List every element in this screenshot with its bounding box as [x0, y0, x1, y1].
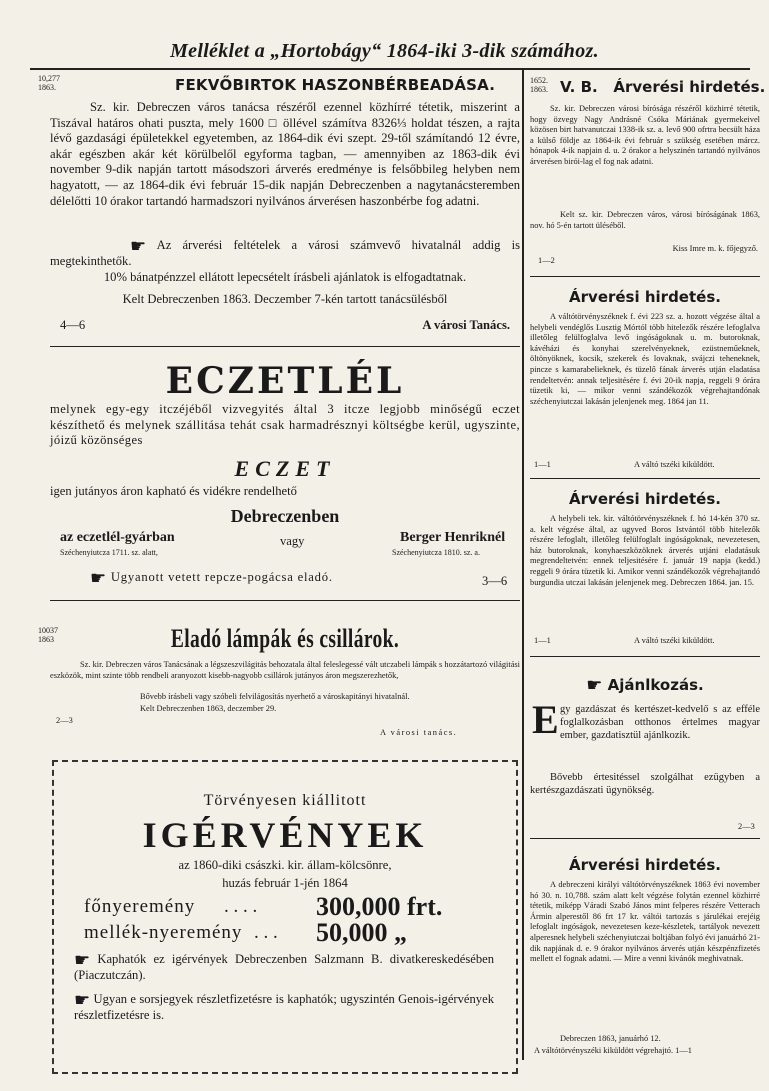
page-header-title: Melléklet a „Hortobágy“ 1864-iki 3-dik számához. — [170, 40, 599, 62]
pointing-hand-icon: ☛ — [586, 674, 603, 696]
ad2-left-addr: Széchenyiutcza 1711. sz. alatt, — [60, 548, 158, 557]
ad4-title: IGÉRVÉNYEK — [142, 815, 428, 855]
column-divider — [522, 70, 524, 1060]
ad4-line2: az 1860-diki császki. kir. állam-kölcsönre, — [178, 858, 392, 872]
ad1-ref: 10,277 1863. — [38, 74, 60, 92]
ad2-right-addr: Széchenyiutcza 1810. sz. a. — [392, 548, 480, 557]
pointing-hand-icon: ☛ — [74, 990, 91, 1011]
r2-title: Árverési hirdetés. — [569, 288, 721, 306]
r5-dated: Debreczen 1863, januárhó 12. — [560, 1034, 661, 1043]
ad2-subtitle: ECZET — [234, 456, 336, 481]
ad1-signature: A városi Tanács. — [422, 318, 510, 332]
ad3-num: 2—3 — [56, 716, 73, 725]
ad4-frame — [52, 760, 518, 1074]
ad4-body-row — [74, 952, 494, 983]
r1-signature: Kiss Imre m. k. főjegyző. — [672, 244, 758, 253]
r4-title-row — [530, 676, 760, 694]
ad2-left-shop: az eczetlél-gyárban — [60, 530, 175, 545]
ad3-body: Sz. kir. Debreczen város Tanácsának a légszeszvilágitás behozatala által feleslegessé vált utczabeli lámpák s hozzátartozó világitási eszközök, mint szinte több rendbeli aranyozott kisebb-nagyobb csillárok jutányos áron megszerezhetők, — [50, 660, 520, 680]
ad4-dots1: . . . . — [224, 896, 258, 917]
ad2-num: 3—6 — [482, 574, 508, 588]
ad1-note2: 10% bánatpénzzel ellátott lepecsételt írásbeli ajánlatok is elfogadtatnak. — [103, 270, 467, 284]
r2-rule — [530, 478, 760, 479]
ad2-footer: Ugyanott vetett repcze-pogácsa eladó. — [110, 570, 333, 584]
ad4-prize2-value: 50,000 „ — [316, 918, 407, 947]
r1-num: 1—2 — [538, 256, 555, 265]
ad1-rule — [50, 346, 520, 347]
ad3-more: Bővebb írásbeli vagy szóbeli felvilágosítás nyerhető a városkapitányi hivatalnál. — [140, 692, 410, 701]
r3-body: A helybeli tek. kir. váltótörvényszéknek f. hó 14-kén 370 sz. a. kelt végzése által, az ugyved Boros Istvántól több hitelezők részére lefoglalt, illetőleg felülfoglalt ingóságoknak, nevezetesen, ház butoroknak, konyhaeszközöknek árverés utjáni eladatásuk megrendeltetvén: ennek teljesitésére f. január 19 napja (kedd.) reggeli 9 órára tüzetik ki. Amikor venni szándékozók végrehajtandó burgundia utczai lakásán jelenjenek meg. Debreczen 1864. jan. 15. — [530, 514, 760, 587]
r1-title: V. B. Árverési hirdetés. — [560, 78, 766, 96]
r4-title: Ajánlkozás. — [607, 676, 704, 694]
ad4-body2: Ugyan e sorsjegyek részletfizetésre is kaphatók; ugyszintén Genois-igérvények részletfizetésre is. — [74, 992, 494, 1022]
ad3-title: Eladó lámpák és csillárok. — [170, 624, 400, 653]
r4-body: gy gazdászat és kertészet-kedvelő s az efféle foglalkozásban otthonos értelmes magyar ember, gazdatisztül ajánlkozik. — [560, 704, 760, 741]
ad2-rule — [50, 600, 520, 601]
ad1-body: Sz. kir. Debreczen város tanácsa részéről ezennel közhírré tétetik, miszerint a Tiszával határos ohati puszta, mely 1600 □ öllével számítva 8326⅓ holdat tészen, a rajta lévő gazdasági épületekkel egyetemben, az 1864-dik évi szept. 29-től számítandó 12 évre, akár egészben akár két körülbelől egyforma tagban, — amennyiben az 1863-dik évi november 9-dik napján tartott másodszori árverés eredménye is felsőbbileg helyben nem hagyatott, — az 1864-dik évi február 15-dik napján Debreczenben a nagytanácsteremben délelőtti 10 órakor tartandó harmadszori nyilvános árverésen haszonbérbe fog adatni. — [50, 100, 520, 208]
ad1-num: 4—6 — [60, 318, 86, 332]
r5-title: Árverési hirdetés. — [569, 856, 721, 874]
ad4-body2-row — [74, 992, 494, 1023]
ad1-title: FEKVŐBIRTOK HASZONBÉRBEADÁSA. — [175, 76, 496, 94]
r1-ref: 1652. 1863. — [530, 76, 548, 94]
r2-signature: A váltó tszéki kiküldött. — [634, 460, 715, 469]
ad3-dated: Kelt Debreczenben 1863, deczember 29. — [140, 704, 277, 713]
ad4-prize1-value: 300,000 frt. — [316, 892, 443, 921]
pointing-hand-icon: ☛ — [74, 950, 91, 971]
r4-num: 2—3 — [738, 822, 755, 831]
r4-more: Bővebb értesitéssel szolgálhat ezügyben a kertészgazdászati ügynökség. — [530, 772, 760, 796]
r4-dropcap: E — [532, 697, 559, 742]
ad1-note: Az árverési feltételek a városi számvevő hivatalnál addig is megtekinthetők. — [50, 238, 520, 268]
ad4-dots2: . . . — [254, 922, 278, 943]
r1-dated: Kelt sz. kir. Debreczen város, városi bíróságának 1863, nov. hó 5-én tartott üléséből. — [530, 210, 760, 230]
r3-signature: A váltó tszéki kiküldött. — [634, 636, 715, 645]
ad2-title: ECZETLÉL — [165, 360, 405, 402]
header-rule — [30, 68, 750, 70]
ad4-line1: Törvényesen kiállitott — [203, 792, 367, 809]
ad2-right-shop: Berger Henriknél — [400, 530, 506, 545]
ad1-note-row — [50, 238, 520, 269]
r5-body: A debreczeni királyi váltótörvényszéknek 1863 évi november hó 30. n. 10,788. szám alatt kelt végzése folytán ezennel közhirré tétetik, miképp Váradi Szabó János mint felperes részére Vetterach Ármin alperestől 86 frt 17 kr. váltói tartozás s járulékai erejéig lefoglalt ingóságok, nevezetesen keze-készletek, tartályok nevezett alperesnek helybeli széchenyiutczai boltjában folyó évi januárhó 21-dik napjának d. e. 9 órakor nyilvános árverés utján készpénzfizetés mellett el fognak adatni. — Mire a venni kivánók meghivatnak. — [530, 880, 760, 964]
r1-rule — [530, 276, 760, 277]
r3-rule — [530, 656, 760, 657]
ad2-body: melynek egy-egy itczéjéből vizvegyités által 3 itcze legjobb minőségű eczet készíthető és melynek szállitása tehát csak harmadrésznyi költségbe kerül, ugyszinte, jóizű közönséges — [50, 402, 520, 448]
ad2-footer-row — [90, 568, 470, 589]
r1-body: Sz. kir. Debreczen városi bírósága részéről közhirré tétetik, hogy özvegy Nagy Andrásné Csóka Máriának gyermekeivel közösen birt hatvanutczai 1338-ik sz. a. levő 900 ofrtra becsült háza a külső földje az 1864-ik évi február s szükség esetében márcz. hónapok 4-ik napjain d. u. 2 órakor a helyszinén tartandó nyilvános árverésen birói-lag el fog nak adatni. — [530, 104, 760, 166]
pointing-hand-icon: ☛ — [130, 236, 147, 257]
r3-num: 1—1 — [534, 636, 551, 645]
r2-num: 1—1 — [534, 460, 551, 469]
ad2-or: vagy — [280, 534, 305, 548]
ad4-line3: huzás február 1-jén 1864 — [222, 876, 348, 890]
ad4-prize2-label: mellék-nyeremény — [84, 922, 243, 943]
r2-body: A váltótörvényszéknek f. évi 223 sz. a. hozott végzése által a helybeli vendéglős Lusztig Mórtól több hitelezők részére lefoglalva illetőleg felülfoglalva levő ingóságoknak u. m. butoroknak, kávéházi és konyhai szerelvényeknek, ezüstneműeknek, öltönyöknek, kocsik, szekerek és lovaknak, svájczi teheneknek, pincze s kamarabelieknek, és tüzelő fának árverés utján eladatása rendeltetvén: annak teljesitésére f. évi 20-ik napja, reggeli 9 órára tüzetik ki, — mikor venni szándékozók végrehajtandónak széchenyiutczai lakásán jelenjenek meg. 1864 jan 11. — [530, 312, 760, 406]
r5-signature: A váltótörvényszéki kiküldött végrehajtó. 1—1 — [534, 1046, 692, 1055]
ad1-dated: Kelt Debreczenben 1863. Deczember 7-kén tartott tanácsülésből — [122, 292, 448, 306]
pointing-hand-icon: ☛ — [90, 568, 107, 589]
ad2-line: igen jutányos áron kapható és vidékre rendelhető — [50, 484, 297, 498]
ad3-signature: A városi tanács. — [380, 728, 458, 737]
ad4-body: Kaphatók ez igérvények Debreczenben Salzmann B. divatkereskedésében (Piaczutczán). — [74, 952, 494, 982]
ad2-city: Debreczenben — [230, 506, 340, 526]
r3-title: Árverési hirdetés. — [569, 490, 721, 508]
ad4-prize1-label: főnyeremény — [84, 896, 196, 917]
r4-rule — [530, 838, 760, 839]
ad3-ref: 10037 1863 — [38, 626, 58, 644]
